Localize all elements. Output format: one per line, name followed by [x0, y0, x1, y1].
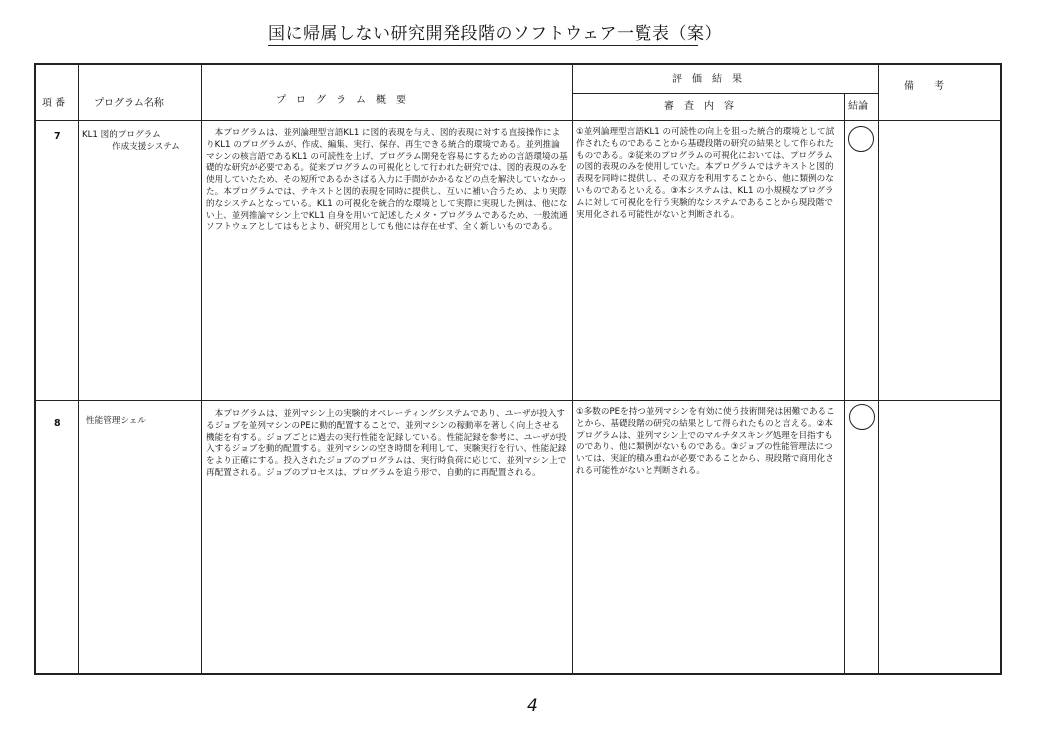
col-divider	[878, 65, 879, 673]
conclusion-circle-mark	[848, 126, 874, 152]
header-program-name: プログラム名称	[94, 98, 164, 109]
program-name-line: 作成支援システム	[112, 142, 180, 152]
col-divider	[844, 93, 845, 673]
header-program-summary: プ ロ グ ラ ム 概 要	[276, 95, 406, 106]
software-list-table	[34, 63, 1002, 675]
header-review-content: 審 査 内 容	[664, 101, 734, 112]
row-item-number: 7	[54, 131, 61, 142]
header-item-no: 項 番	[42, 98, 66, 109]
header-remarks: 備 考	[904, 81, 944, 92]
row-review-content: ①並列論理型言語KL1 の可読性の向上を狙った統合的環境として試作されたものであることから基礎段階の研究の結果として作られたものである。②従来のプログラムの可視化においては、プログラムの図的表現のみを使用していた。本プログラムではテキストと図的表現を同時に提供し、その双方を利用することから、他に類例のないものであるといえる。③本システムは、KL1 の小規模なプログラムに対して可視化を行う実験的なシステムであることから現段階で実用化される可能性がないと判断される。	[576, 127, 835, 220]
row-program-name	[82, 129, 180, 153]
row-review-content: ①多数のPEを持つ並列マシンを有効に使う技術開発は困難であることから、基礎段階の研究の結果として得られたものと言える。②本プログラムは、並列マシン上でのマルチタスキング処理を目指すものであり、他に類例がないものである。③ジョブの性能管理法については、実証的積み重ねが必要であることから、現段階で商用化される可能性がないと判断される。	[576, 407, 835, 476]
col-divider	[201, 65, 202, 673]
row-divider	[36, 120, 1000, 121]
header-conclusion: 結論	[848, 101, 868, 112]
page-number: 4	[527, 696, 538, 716]
conclusion-circle-mark	[849, 404, 875, 430]
row-divider	[36, 400, 1000, 401]
header-evaluation-result: 評 価 結 果	[672, 74, 742, 85]
document-title: 国に帰属しない研究開発段階のソフトウェア一覧表（案）	[268, 24, 722, 44]
col-divider	[78, 65, 79, 673]
row-divider	[572, 93, 878, 94]
col-divider	[572, 65, 573, 673]
program-name-line: 性能管理シェル	[86, 416, 146, 426]
row-program-summary: 本プログラムは、並列マシン上の実験的オペレーティングシステムであり、ユーザが投入するジョブを並列マシンのPEに動的配置することで、並列マシンの稼動率を著しく向上させる機能を有する。ジョブごとに過去の実行性能を記録している。性能記録を参考に、ユーザが投入するジョブを動的配置する。並列マシンの空き時間を利用して、実験実行を行い、性能記録をより正確にする。投入されたジョブのプログラムは、実行時負荷に応じて、並列マシン上で再配置される。ジョブのプロセスは、プログラムを追う形で、自動的に再配置される。	[206, 409, 567, 478]
program-name-line: KL1 図的プログラム	[82, 130, 161, 140]
row-program-summary: 本プログラムは、並列論理型言語KL1 に図的表現を与え、図的表現に対する直接操作によりKL1 のプログラムが、作成、編集、実行、保存、再生できる統合的環境である。並列推論マシンの核言語であるKL1 の可読性を上げ、プログラム開発を容易にするための言語環境の基礎的な研究が必要である。従来プログラムの可視化として行われた研究では、図的表現のみを使用していたため、その短所であるかさばる入力に手間がかかるなどの点を解決していなかった。本プログラムでは、テキストと図的表現を同時に提供し、互いに補い合うため、より実際的なシステムとなっている。KL1 の可視化を統合的な環境として実際に実現した例は、他にない上、並列推論マシン上でKL1 自身を用いて記述したメタ・プログラムであるため、一般流通ソフトウェアとしてはもとより、研究用としても他には存在せず、全く新しいものである。	[206, 128, 568, 233]
row-item-number: 8	[54, 418, 61, 429]
row-program-name	[86, 415, 146, 427]
